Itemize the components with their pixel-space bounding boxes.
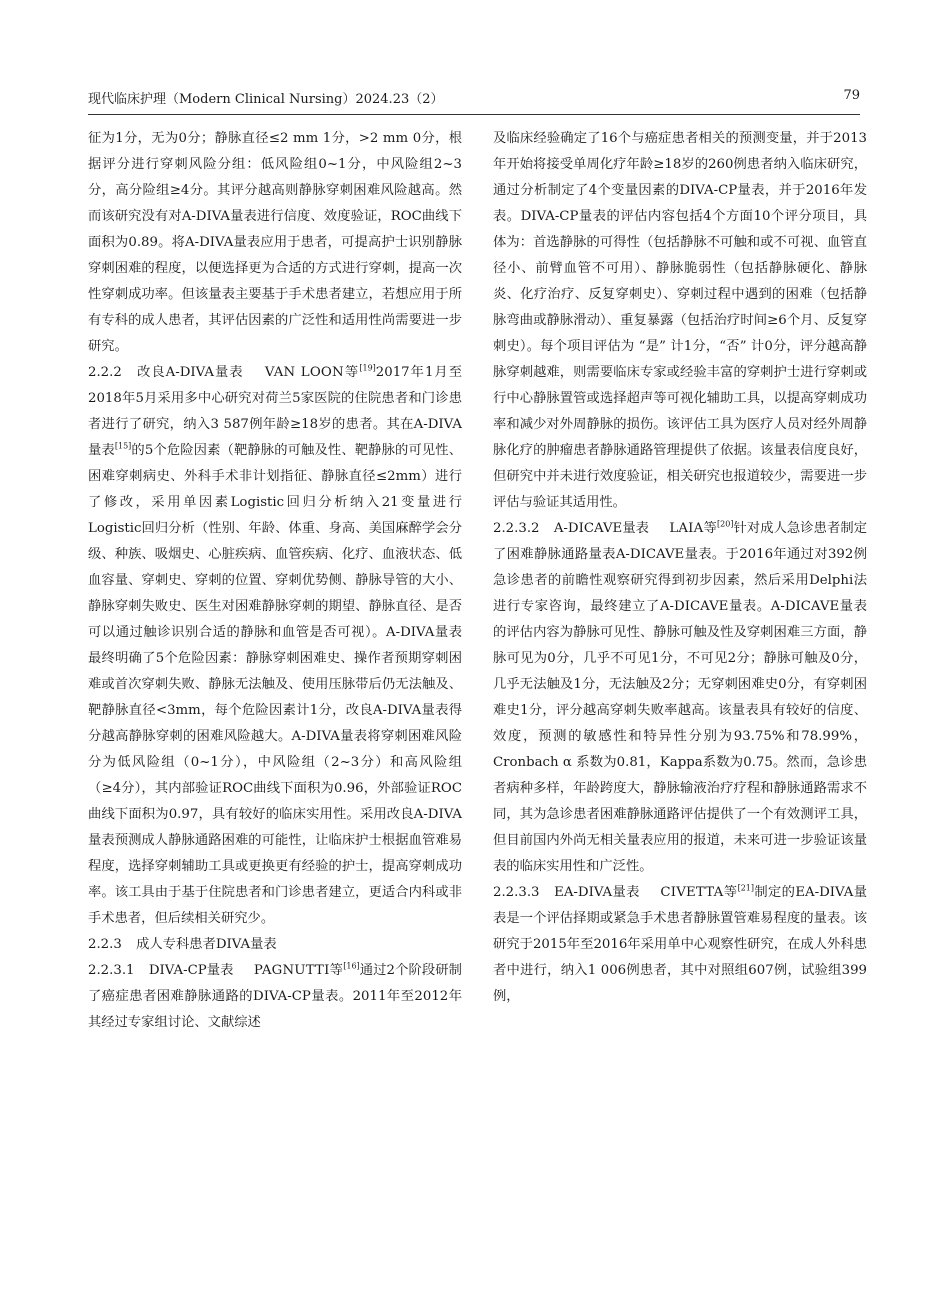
section-number: 2.2.3 xyxy=(88,937,122,952)
citation: [20] xyxy=(717,519,734,529)
section-title: A-DICAVE量表 xyxy=(553,521,650,536)
author: PAGNUTTI等 xyxy=(253,963,344,978)
section-title: 成人专科患者DIVA量表 xyxy=(136,937,277,952)
section-number: 2.2.2 xyxy=(88,365,122,380)
paragraph: 征为1分，无为0分；静脉直径≤2 mm 1分，>2 mm 0分，根据评分进行穿刺风险分组：低风险组0~1分，中风险组2~3分，高分险组≥4分。其评分越高则静脉穿刺困难风险越高。然而该研究没有对A-DIVA量表进行信度、效度验证，ROC曲线下面积为0.89。将A-DIVA量表应用于患者，可提高护士识别静脉穿刺困难的程度，以便选择更为合适的方式进行穿刺，提高一次性穿刺成功率。但该量表主要基于手术患者建立，若想应用于所有专科的成人患者，其评估因素的广泛性和适用性尚需要进一步研究。 xyxy=(88,131,462,354)
section-number: 2.2.3.3 xyxy=(493,885,540,900)
section-2-2-3-3 xyxy=(493,880,867,1010)
header-rule xyxy=(88,114,860,115)
section-number: 2.2.3.1 xyxy=(88,963,135,978)
author: LAIA等 xyxy=(669,521,718,536)
journal-title: 现代临床护理（Modern Clinical Nursing）2024.23（2） xyxy=(88,92,444,107)
section-2-2-3-2 xyxy=(493,516,867,880)
paragraph-text: 的5个危险因素（靶静脉的可触及性、靶静脉的可见性、困难穿刺病史、外科手术非计划指征、静脉直径≤2mm）进行了修改，采用单因素Logistic回归分析纳入21变量进行Logistic回归分析（性别、年龄、体重、身高、美国麻醉学会分级、种族、吸烟史、心脏疾病、血管疾病、化疗、血液状态、低血容量、穿刺史、穿刺的位置、穿刺优势侧、静脉导管的大小、静脉穿刺失败史、医生对困难静脉穿刺的期望、静脉直径、是否可以通过触诊识别合适的静脉和血管是否可视）。A-DIVA量表最终明确了5个危险因素：静脉穿刺困难史、操作者预期穿刺困难或首次穿刺失败、静脉无法触及、使用压脉带后仍无法触及、靶静脉直径<3mm，每个危险因素计1分，改良A-DIVA量表得分越高静脉穿刺的困难风险越大。A-DIVA量表将穿刺困难风险分为低风险组（0~1分），中风险组（2~3分）和高风险组（≥4分），其内部验证ROC曲线下面积为0.96，外部验证ROC曲线下面积为0.97，具有较好的临床实用性。采用改良A-DIVA量表预测成人静脉通路困难的可能性，让临床护士根据血管难易程度，选择穿刺辅助工具或更换更有经验的护士，提高穿刺成功率。该工具由于基于住院患者和门诊患者建立，更适合内科或非手术患者，但后续相关研究少。 xyxy=(88,443,463,926)
paragraph-text: 通过2个阶段研制了癌症患者困难静脉通路的DIVA-CP量表。2011年至2012年其经过专家组讨论、文献综述 xyxy=(88,963,462,1030)
section-title: 改良A-DIVA量表 xyxy=(137,365,244,380)
left-column xyxy=(88,126,462,1036)
paragraph-text: 制定的EA-DIVA量表是一个评估择期或紧急手术患者静脉置管难易程度的量表。该研究于2015年至2016年采用单中心观察性研究，在成人外科患者中进行，纳入1 006例患者，其中对照组607例，试验组399例， xyxy=(493,885,867,1004)
section-2-2-2 xyxy=(88,360,462,932)
citation: [15] xyxy=(114,441,132,451)
paragraph: 及临床经验确定了16个与癌症患者相关的预测变量，并于2013年开始将接受单周化疗年龄≥18岁的260例患者纳入临床研究，通过分析制定了4个变量因素的DIVA-CP量表，并于2016年发表。DIVA-CP量表的评估内容包括4个方面10个评分项目，具体为：首选静脉的可得性（包括静脉不可触和或不可视、血管直径小、前臂血管不可用）、静脉脆弱性（包括静脉硬化、静脉炎、化疗治疗、反复穿刺史）、穿刺过程中遇到的困难（包括静脉弯曲或静脉滑动）、重复暴露（包括治疗时间≥6个月、反复穿刺史）。每个项目评估为 “是” 计1分，“否” 计0分，评分越高静脉穿刺越难，则需要临床专家或经验丰富的穿刺护士进行穿刺或行中心静脉置管或选择超声等可视化辅助工具，以提高穿刺成功率和减少对外周静脉的损伤。该评估工具为医疗人员对经外周静脉化疗的肿瘤患者静脉通路管理提供了依据。该量表信度良好，但研究中并未进行效度验证，相关研究也报道较少，需要进一步评估与验证其适用性。 xyxy=(493,131,867,510)
section-2-2-3-1 xyxy=(88,958,462,1036)
section-2-2-3 xyxy=(88,932,462,958)
paragraph-text: 2017年1月至2018年5月采用多中心研究对荷兰5家医院的住院患者和门诊患者进行了研究，纳入3 587例年龄≥18岁的患者。其在A-DIVA量表 xyxy=(88,365,462,458)
author: CIVETTA等 xyxy=(660,885,738,900)
author: VAN LOON等 xyxy=(264,365,360,380)
page-number: 79 xyxy=(843,88,860,103)
running-header xyxy=(88,86,860,108)
section-title: DIVA-CP量表 xyxy=(148,963,234,978)
section-number: 2.2.3.2 xyxy=(493,521,540,536)
citation: [16] xyxy=(343,961,360,971)
citation: [19] xyxy=(359,363,376,373)
right-column xyxy=(493,126,867,1010)
paragraph-text: 针对成人急诊患者制定了困难静脉通路量表A-DICAVE量表。于2016年通过对392例急诊患者的前瞻性观察研究得到初步因素，然后采用Delphi法进行专家咨询，最终建立了A-DICAVE量表。A-DICAVE量表的评估内容为静脉可见性、静脉可触及性及穿刺困难三方面，静脉可见为0分，几乎不可见1分，不可见2分；静脉可触及0分，几乎无法触及1分，无法触及2分；无穿刺困难史0分，有穿刺困难史1分，评分越高穿刺失败率越高。该量表具有较好的信度、效度，预测的敏感性和特异性分别为93.75%和78.99%，Cronbach α 系数为0.81，Kappa系数为0.75。然而，急诊患者病种多样，年龄跨度大，静脉输液治疗疗程和静脉通路需求不同，其为急诊患者困难静脉通路评估提供了一个有效测评工具，但目前国内外尚无相关量表应用的报道，未来可进一步验证该量表的临床实用性和广泛性。 xyxy=(493,521,868,874)
citation: [21] xyxy=(737,883,755,893)
section-title: EA-DIVA量表 xyxy=(554,885,640,900)
